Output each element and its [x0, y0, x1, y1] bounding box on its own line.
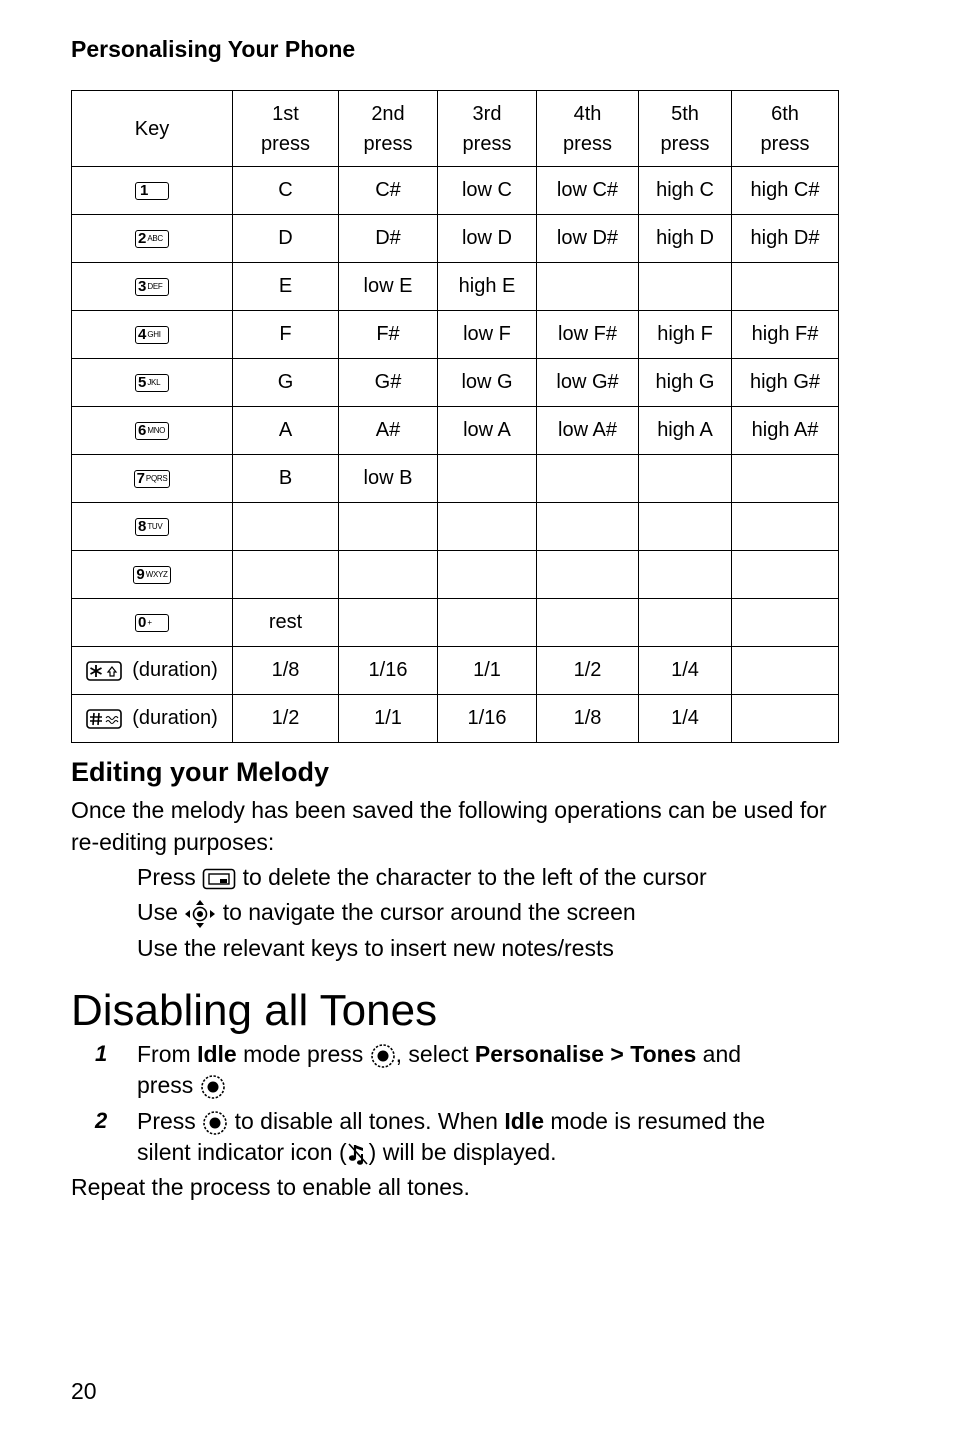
key-letters: PQRS [145, 473, 168, 483]
note-cell: A# [339, 407, 438, 455]
editing-press-label: Press [137, 864, 196, 890]
step-1-idle: Idle [197, 1041, 237, 1067]
navigation-key-icon [184, 899, 216, 929]
duration-cell: 1/2 [537, 647, 639, 695]
note-cell: low D# [537, 215, 639, 263]
select-key-icon [370, 1043, 396, 1069]
note-cell: F [233, 311, 339, 359]
note-cell [537, 599, 639, 647]
note-cell [438, 455, 537, 503]
key-5-icon [135, 374, 169, 392]
step-1-number: 1 [95, 1041, 108, 1066]
note-cell [233, 551, 339, 599]
table-row [72, 263, 839, 311]
key-digit: 5 [138, 374, 147, 392]
key-cell [72, 167, 233, 215]
note-cell [639, 455, 732, 503]
key-7-icon [134, 470, 171, 488]
note-cell [537, 263, 639, 311]
note-key-table [71, 90, 839, 743]
editing-line-delete [137, 861, 707, 893]
star-key-icon [86, 661, 122, 681]
note-cell: low A# [537, 407, 639, 455]
header-6th-press: 6th press [732, 91, 839, 167]
note-cell: low C [438, 167, 537, 215]
table-row [72, 311, 839, 359]
note-cell: E [233, 263, 339, 311]
note-cell: high C [639, 167, 732, 215]
duration-cell: 1/4 [639, 647, 732, 695]
key-4-icon [135, 326, 169, 344]
key-cell [72, 503, 233, 551]
step-2-silent-pre: silent indicator icon ( [137, 1139, 347, 1165]
key-digit: 1 [140, 182, 149, 200]
note-cell [732, 551, 839, 599]
step-1-from: From [137, 1041, 191, 1067]
note-cell: high A# [732, 407, 839, 455]
duration-label: (duration) [132, 707, 218, 730]
key-6-icon [135, 422, 169, 440]
editing-delete-text: to delete the character to the left of the cursor [242, 864, 707, 890]
key-digit: 9 [136, 566, 145, 584]
note-cell: high C# [732, 167, 839, 215]
disabling-title: Disabling all Tones [71, 986, 438, 1035]
step-2-number: 2 [95, 1108, 108, 1133]
note-cell [438, 503, 537, 551]
note-cell [639, 599, 732, 647]
key-cell [72, 599, 233, 647]
note-cell [732, 455, 839, 503]
key-cell [72, 215, 233, 263]
table-row [72, 407, 839, 455]
duration-cell: 1/1 [339, 695, 438, 743]
key-digit: 7 [136, 470, 145, 488]
duration-row [72, 647, 839, 695]
key-0-icon [135, 614, 169, 632]
note-cell [732, 263, 839, 311]
step-1-and: and [702, 1041, 742, 1067]
duration-cell: 1/16 [438, 695, 537, 743]
select-key-icon [200, 1074, 226, 1100]
header-5th-press: 5th press [639, 91, 732, 167]
editing-intro: Once the melody has been saved the following operations can be used for re-editing purposes: [71, 797, 827, 855]
key-1-icon [135, 182, 169, 200]
repeat-note: Repeat the process to enable all tones. [71, 1174, 470, 1200]
select-key-icon [202, 1110, 228, 1136]
duration-cell [732, 695, 839, 743]
step-1-menu-path: Personalise > Tones [474, 1041, 697, 1067]
duration-key-cell [72, 695, 233, 743]
key-digit: 3 [138, 278, 147, 296]
duration-cell: 1/1 [438, 647, 537, 695]
note-cell: D [233, 215, 339, 263]
note-cell [639, 263, 732, 311]
duration-cell: 1/2 [233, 695, 339, 743]
step-1-line-1 [137, 1038, 741, 1070]
header-1st-press: 1st press [233, 91, 339, 167]
note-cell: A [233, 407, 339, 455]
editing-navigate-text: to navigate the cursor around the screen [222, 899, 636, 925]
step-2-mid: to disable all tones. When [234, 1108, 498, 1134]
key-digit: 8 [138, 518, 147, 536]
duration-cell [732, 647, 839, 695]
key-letters: TUV [147, 521, 163, 531]
note-cell: high E [438, 263, 537, 311]
key-letters: WXYZ [145, 569, 168, 579]
key-cell [72, 407, 233, 455]
note-cell: high G [639, 359, 732, 407]
note-cell: low A [438, 407, 537, 455]
note-cell: D# [339, 215, 438, 263]
step-2-post: mode is resumed the [550, 1108, 766, 1134]
key-cell [72, 359, 233, 407]
editing-title: Editing your Melody [71, 757, 330, 787]
note-cell [732, 599, 839, 647]
editing-line-navigate [137, 896, 636, 929]
editing-line-insert: Use the relevant keys to insert new notes/rests [137, 935, 614, 961]
header-2nd-press: 2nd press [339, 91, 438, 167]
note-cell: high F [639, 311, 732, 359]
key-digit: 6 [138, 422, 147, 440]
note-cell: low F# [537, 311, 639, 359]
note-cell: low G [438, 359, 537, 407]
note-cell [639, 503, 732, 551]
table-row [72, 503, 839, 551]
key-cell [72, 551, 233, 599]
header-key: Key [72, 91, 233, 167]
note-cell [537, 455, 639, 503]
key-letters: MNO [147, 425, 166, 435]
hash-key-icon [86, 709, 122, 729]
note-cell: low G# [537, 359, 639, 407]
note-cell: G [233, 359, 339, 407]
note-cell: low C# [537, 167, 639, 215]
note-cell: low B [339, 455, 438, 503]
key-letters: JKL [147, 377, 161, 387]
note-cell: C [233, 167, 339, 215]
key-cell [72, 311, 233, 359]
header-3rd-press: 3rd press [438, 91, 537, 167]
key-2-icon [135, 230, 169, 248]
table-row [72, 215, 839, 263]
note-cell: low F [438, 311, 537, 359]
note-cell [537, 503, 639, 551]
note-cell: B [233, 455, 339, 503]
key-digit: 0 [138, 614, 147, 632]
key-letters: + [147, 617, 152, 627]
key-9-icon [133, 566, 170, 584]
note-cell [339, 551, 438, 599]
note-cell [732, 503, 839, 551]
key-letters: ABC [147, 233, 163, 243]
step-1-select: , select [395, 1041, 469, 1067]
clear-key-icon [202, 868, 236, 890]
table-row [72, 359, 839, 407]
duration-cell: 1/4 [639, 695, 732, 743]
duration-cell: 1/8 [233, 647, 339, 695]
note-cell [233, 503, 339, 551]
note-cell [339, 599, 438, 647]
note-cell: F# [339, 311, 438, 359]
note-cell: high D# [732, 215, 839, 263]
table-row [72, 551, 839, 599]
duration-label: (duration) [132, 659, 218, 682]
duration-cell: 1/16 [339, 647, 438, 695]
key-letters: GHI [147, 329, 161, 339]
step-2-line-2 [137, 1136, 557, 1168]
step-2-press: Press [137, 1108, 196, 1134]
key-cell [72, 455, 233, 503]
note-cell [339, 503, 438, 551]
note-cell [639, 551, 732, 599]
step-1-mode-press: mode press [243, 1041, 364, 1067]
note-cell: C# [339, 167, 438, 215]
note-cell [537, 551, 639, 599]
note-cell [438, 551, 537, 599]
key-3-icon [135, 278, 169, 296]
header-4th-press: 4th press [537, 91, 639, 167]
key-digit: 4 [138, 326, 147, 344]
step-1-line-2 [137, 1069, 226, 1101]
note-cell: high A [639, 407, 732, 455]
note-cell: high G# [732, 359, 839, 407]
section-header: Personalising Your Phone [71, 36, 356, 62]
table-row [72, 167, 839, 215]
note-cell: low E [339, 263, 438, 311]
step-2-idle: Idle [504, 1108, 544, 1134]
key-letters: DEF [147, 281, 163, 291]
duration-key-cell [72, 647, 233, 695]
key-digit: 2 [138, 230, 147, 248]
table-row [72, 599, 839, 647]
table-row [72, 455, 839, 503]
page-number: 20 [71, 1378, 97, 1404]
note-cell: low D [438, 215, 537, 263]
step-2-silent-post: ) will be displayed. [368, 1139, 557, 1165]
note-cell: G# [339, 359, 438, 407]
step-1-press: press [137, 1072, 194, 1098]
editing-use-label: Use [137, 899, 178, 925]
note-cell: high F# [732, 311, 839, 359]
key-cell [72, 263, 233, 311]
note-cell [438, 599, 537, 647]
note-cell: rest [233, 599, 339, 647]
key-8-icon [135, 518, 169, 536]
step-2-line-1 [137, 1105, 765, 1137]
duration-cell: 1/8 [537, 695, 639, 743]
note-cell: high D [639, 215, 732, 263]
table-header-row [72, 91, 839, 167]
duration-row [72, 695, 839, 743]
silent-indicator-icon [347, 1142, 369, 1166]
